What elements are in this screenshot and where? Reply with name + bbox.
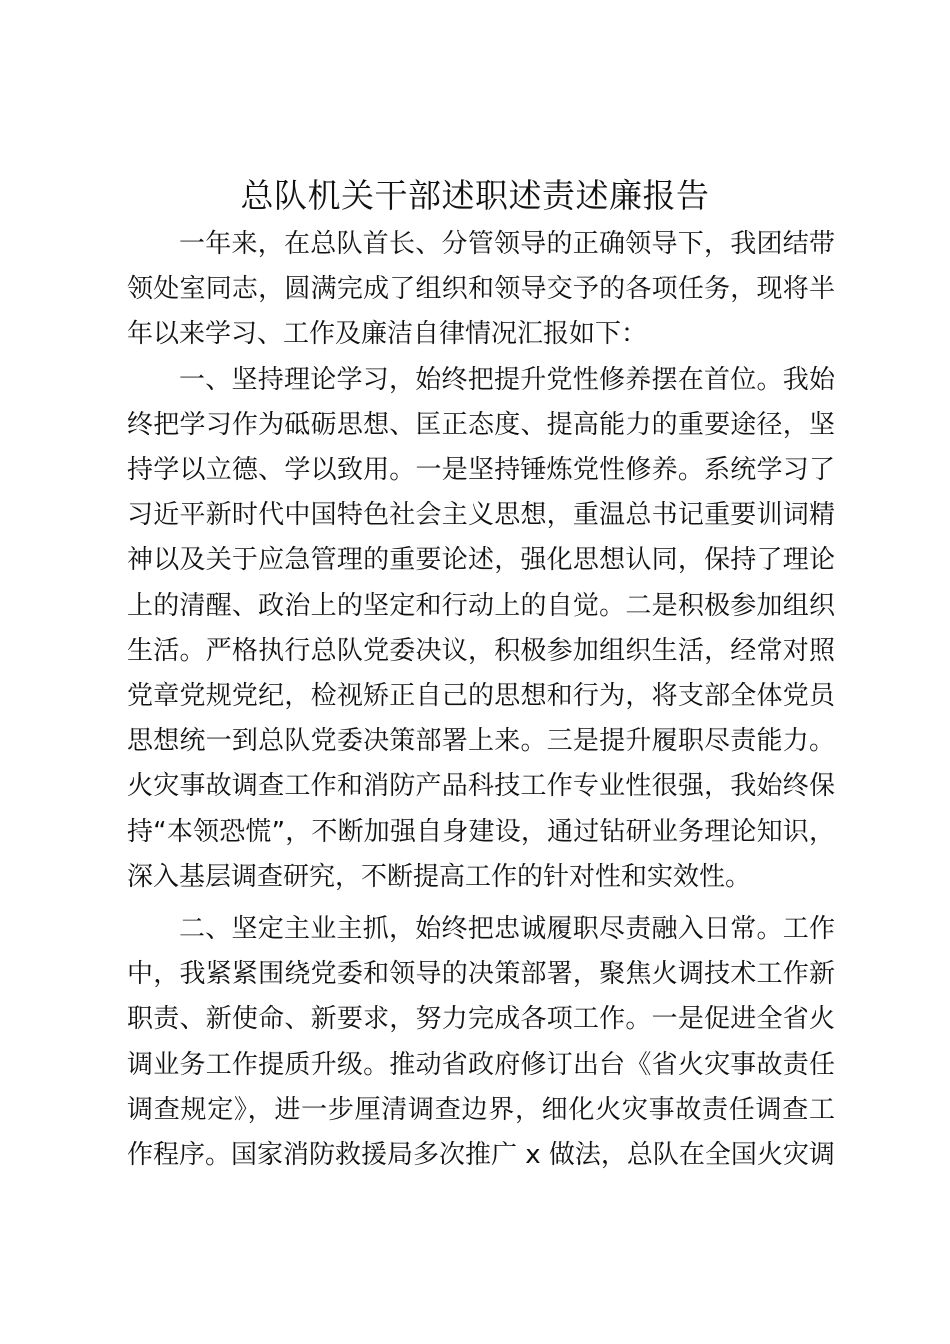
document-body [127,222,835,1178]
paragraph-intro: 一年来，在总队首长、分管领导的正确领导下，我团结带领处室同志，圆满完成了组织和领导交予的各项任务，现将半年以来学习、工作及廉洁自律情况汇报如下： [127,229,835,350]
document-title: 总队机关干部述职述责述廉报告 [240,176,710,215]
paragraph-main-duty: 二、坚定主业主抓，始终把忠诚履职尽责融入日常。工作中，我紧紧围绕党委和领导的决策部署，聚焦火调技术工作新职责、新使命、新要求，努力完成各项工作。一是促进全省火调业务工作提质升级。推动省政府修订出台《省火灾事故责任调查规定》，进一步厘清调查边界，细化火灾事故责任调查工作程序。国家消防救援局多次推广 x 做法，总队在全国火灾调 [127,914,835,1171]
paragraph-theory-study: 一、坚持理论学习，始终把提升党性修养摆在首位。我始终把学习作为砥砺思想、匡正态度、提高能力的重要途径，坚持学以立德、学以致用。一是坚持锤炼党性修养。系统学习了习近平新时代中国特色社会主义思想，重温总书记重要训词精神以及关于应急管理的重要论述，强化思想认同，保持了理论上的清醒、政治上的坚定和行动上的自觉。二是积极参加组织生活。严格执行总队党委决议，积极参加组织生活，经常对照党章党规党纪，检视矫正自己的思想和行为，将支部全体党员思想统一到总队党委决策部署上来。三是提升履职尽责能力。火灾事故调查工作和消防产品科技工作专业性很强，我始终保持“本领恐慌”，不断加强自身建设，通过钻研业务理论知识，深入基层调查研究，不断提高工作的针对性和实效性。 [127,364,835,892]
